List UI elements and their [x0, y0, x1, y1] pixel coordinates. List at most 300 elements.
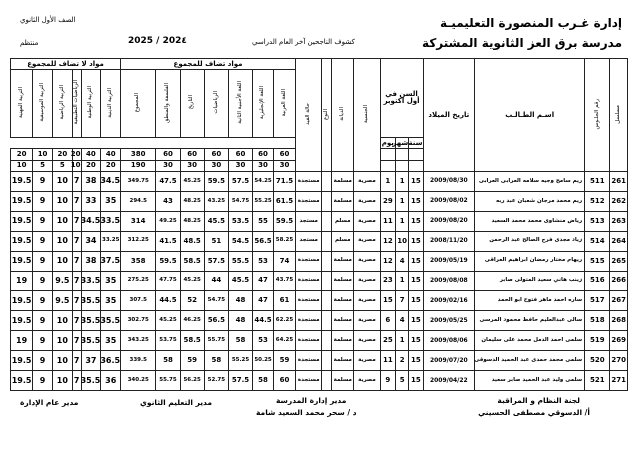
- added-score-cell: 56.5: [253, 231, 274, 251]
- added-score-cell: 294.5: [121, 191, 156, 211]
- added-score-cell: 48: [228, 291, 252, 311]
- age-year-cell: 15: [409, 291, 423, 311]
- gender-cell: [322, 172, 332, 192]
- seat-number-cell: 517: [585, 291, 610, 311]
- min-score-cell: 30: [228, 160, 252, 171]
- religion-cell: مسلمة: [332, 271, 354, 291]
- added-score-cell: 312.25: [121, 231, 156, 251]
- birth-date-cell: 2009/07/20: [423, 351, 475, 371]
- added-subject-label: المجموع: [134, 93, 141, 113]
- not-added-score-cell: 35.5: [81, 291, 101, 311]
- gender-cell: [322, 231, 332, 251]
- gender-cell: [322, 211, 332, 231]
- not-added-score-cell: 35: [101, 291, 121, 311]
- added-score-cell: 61: [274, 291, 296, 311]
- age-day-cell: 25: [380, 331, 395, 351]
- age-month-cell: 1: [396, 172, 409, 192]
- table-row: [11, 371, 628, 391]
- added-score-cell: 41.5: [156, 231, 180, 251]
- max-score-cell: 20: [11, 149, 33, 160]
- added-score-cell: 343.25: [121, 331, 156, 351]
- min-score-cell: 10: [72, 160, 81, 171]
- added-subject-header: [228, 70, 252, 138]
- table-row: [11, 331, 628, 351]
- gender-cell: [322, 251, 332, 271]
- age-month-cell: 10: [396, 231, 409, 251]
- added-score-cell: 54.5: [228, 231, 252, 251]
- religion-cell: مسلمة: [332, 191, 354, 211]
- added-subject-header: [253, 70, 274, 138]
- age-year-cell: 15: [409, 351, 423, 371]
- added-score-cell: 57.5: [228, 172, 252, 192]
- not-added-score-cell: 34.5: [81, 211, 101, 231]
- nationality-cell: مصرية: [354, 191, 380, 211]
- age-day-cell: 12: [380, 251, 395, 271]
- status-cell: مستجدة: [295, 291, 321, 311]
- not-added-score-cell: 35.5: [81, 371, 101, 391]
- age-day-cell: 6: [380, 311, 395, 331]
- min-score-cell: 30: [156, 160, 180, 171]
- status-cell: مستجد: [295, 211, 321, 231]
- table-row: [11, 231, 628, 251]
- age-day-cell: 1: [380, 172, 395, 192]
- max-score-cell: 60: [180, 149, 204, 160]
- added-score-cell: 44: [204, 271, 228, 291]
- added-score-cell: 45.5: [204, 211, 228, 231]
- added-score-cell: 45.25: [180, 271, 204, 291]
- seat-number-cell: 519: [585, 331, 610, 351]
- age-month-cell: 1: [396, 211, 409, 231]
- added-score-cell: 58.25: [274, 231, 296, 251]
- not-added-score-cell: 7: [72, 291, 81, 311]
- gender-cell: [322, 191, 332, 211]
- added-score-cell: 45.5: [228, 271, 252, 291]
- added-score-cell: 340.25: [121, 371, 156, 391]
- not-added-score-cell: 19.5: [11, 191, 33, 211]
- added-score-cell: 56.25: [180, 371, 204, 391]
- gender-cell: [322, 371, 332, 391]
- nationality-cell: مصرية: [354, 172, 380, 192]
- added-score-cell: 58: [228, 331, 252, 351]
- birth-date-cell: 2009/08/02: [423, 191, 475, 211]
- serial-cell: 266: [610, 271, 628, 291]
- not-added-score-cell: 34: [81, 231, 101, 251]
- age-year-cell: 15: [409, 311, 423, 331]
- not-added-score-cell: 9: [33, 211, 53, 231]
- birth-date-cell: 2009/08/06: [423, 331, 475, 351]
- not-added-subject-header: [33, 70, 53, 138]
- added-score-cell: 52.75: [204, 371, 228, 391]
- not-added-score-cell: 35: [101, 331, 121, 351]
- religion-cell: مسلمة: [332, 311, 354, 331]
- added-subject-label: التاريخ: [188, 95, 195, 110]
- not-added-score-cell: 19: [11, 331, 33, 351]
- student-name-cell: سلمى محمد حمدى عبد الحميد الدسوقى: [475, 351, 585, 371]
- not-added-score-cell: 9: [33, 311, 53, 331]
- max-score-cell: 60: [204, 149, 228, 160]
- added-score-cell: 59.5: [204, 172, 228, 192]
- nationality-cell: مصرية: [354, 291, 380, 311]
- age-year-cell: 15: [409, 251, 423, 271]
- not-added-score-cell: 9: [33, 351, 53, 371]
- added-score-cell: 47: [253, 271, 274, 291]
- added-score-cell: 47.5: [156, 172, 180, 192]
- added-score-cell: 314: [121, 211, 156, 231]
- not-added-score-cell: 34.5: [101, 172, 121, 192]
- status-cell: مستجد: [295, 231, 321, 251]
- not-added-subject-header: [52, 70, 72, 138]
- not-added-subject-label: الرياضيات التطبيقية: [72, 80, 79, 125]
- religion-cell: مسلمة: [332, 251, 354, 271]
- added-score-cell: 53.75: [156, 331, 180, 351]
- age-month-cell: 2: [396, 351, 409, 371]
- min-score-cell: 20: [81, 160, 101, 171]
- added-score-cell: 47: [253, 291, 274, 311]
- min-score-cell: 190: [121, 160, 156, 171]
- religion-cell: مسلمة: [332, 331, 354, 351]
- added-score-cell: 53: [253, 251, 274, 271]
- religion-cell: مسلمة: [332, 291, 354, 311]
- added-score-cell: 349.75: [121, 172, 156, 192]
- added-score-cell: 44.5: [253, 311, 274, 331]
- added-score-cell: 62.25: [274, 311, 296, 331]
- not-added-score-cell: 37.5: [101, 251, 121, 271]
- col-seat: رقم الجلـوس: [585, 59, 610, 172]
- added-score-cell: 55.75: [204, 331, 228, 351]
- table-row: [11, 351, 628, 371]
- sheet-title: كشوف الناجحين آخر العام الدراسي: [252, 38, 355, 46]
- not-added-score-cell: 7: [72, 251, 81, 271]
- not-added-score-cell: 9: [33, 271, 53, 291]
- added-subject-header: [180, 70, 204, 138]
- added-score-cell: 58: [204, 351, 228, 371]
- not-added-subject-header: [72, 70, 81, 138]
- not-added-subject-header: [81, 70, 101, 138]
- added-score-cell: 45.25: [156, 311, 180, 331]
- age-day-cell: 9: [380, 371, 395, 391]
- added-score-cell: 71.5: [274, 172, 296, 192]
- table-row: [11, 311, 628, 331]
- not-added-score-cell: 7: [72, 271, 81, 291]
- nationality-cell: مصرية: [354, 231, 380, 251]
- not-added-score-cell: 19.5: [11, 211, 33, 231]
- not-added-score-cell: 10: [52, 191, 72, 211]
- added-score-cell: 50.25: [253, 351, 274, 371]
- added-score-cell: 43: [156, 191, 180, 211]
- added-score-cell: 60: [274, 371, 296, 391]
- status-cell: مستجدة: [295, 172, 321, 192]
- max-score-cell: 380: [121, 149, 156, 160]
- religion-cell: مسلم: [332, 211, 354, 231]
- min-score-cell: 30: [274, 160, 296, 171]
- not-added-subject-label: التربية المهنية: [17, 87, 24, 119]
- not-added-score-cell: 19.5: [11, 231, 33, 251]
- not-added-score-cell: 10: [52, 311, 72, 331]
- student-name-cell: زياد مجدى فرج الصالح عبد الرحمن: [475, 231, 585, 251]
- student-name-cell: سلمى احمد الدمل محمد على سليمان: [475, 331, 585, 351]
- student-name-cell: سالى عبدالعليم حافظ محمود المرسى: [475, 311, 585, 331]
- added-score-cell: 58.5: [180, 331, 204, 351]
- min-score-cell: 5: [33, 160, 53, 171]
- not-added-score-cell: 9: [33, 231, 53, 251]
- max-score-cell: 40: [101, 149, 121, 160]
- seat-number-cell: 511: [585, 172, 610, 192]
- school-name: مدرسة برق العز الثانوية المشتركة: [422, 36, 622, 50]
- added-subject-label: الفلسفة والمنطق: [164, 82, 171, 123]
- added-subject-label: اللغة العربية: [280, 88, 287, 117]
- added-score-cell: 52: [180, 291, 204, 311]
- added-subject-header: [274, 70, 296, 138]
- added-score-cell: 55: [253, 211, 274, 231]
- min-score-cell: 30: [253, 160, 274, 171]
- academic-year: 2025 / 202٤: [128, 36, 187, 46]
- age-year-cell: 15: [409, 172, 423, 192]
- added-score-cell: 59: [274, 351, 296, 371]
- age-month-cell: 4: [396, 311, 409, 331]
- religion-cell: مسلم: [332, 231, 354, 251]
- added-score-cell: 47.75: [156, 271, 180, 291]
- age-day-cell: 15: [380, 291, 395, 311]
- age-day-cell: 11: [380, 351, 395, 371]
- birth-date-cell: 2009/08/20: [423, 211, 475, 231]
- not-added-score-cell: 38: [81, 251, 101, 271]
- gender-cell: [322, 351, 332, 371]
- not-added-score-cell: 33.25: [101, 231, 121, 251]
- age-year-cell: 15: [409, 211, 423, 231]
- not-added-score-cell: 19.5: [11, 251, 33, 271]
- serial-cell: 268: [610, 311, 628, 331]
- not-added-score-cell: 36.5: [101, 351, 121, 371]
- nationality-cell: مصرية: [354, 271, 380, 291]
- status-cell: مستجدة: [295, 311, 321, 331]
- not-added-subject-label: التربية الموسيقية: [38, 83, 45, 122]
- not-added-score-cell: 19.5: [11, 351, 33, 371]
- max-score-cell: 60: [274, 149, 296, 160]
- added-score-cell: 48: [228, 311, 252, 331]
- added-score-cell: 55.75: [156, 371, 180, 391]
- results-table: [10, 58, 628, 391]
- added-score-cell: 46.25: [180, 311, 204, 331]
- min-score-cell: 30: [180, 160, 204, 171]
- not-added-score-cell: 10: [52, 351, 72, 371]
- added-subject-label: اللغة الإنجليزية: [259, 86, 266, 120]
- col-dob: تاريخ الميلاد: [423, 59, 475, 172]
- not-added-score-cell: 7: [72, 231, 81, 251]
- secondary-director-title: مدير التعليم الثانوي: [140, 398, 213, 407]
- added-subject-header: [204, 70, 228, 138]
- added-score-cell: 302.75: [121, 311, 156, 331]
- table-row: [11, 271, 628, 291]
- religion-cell: مسلمة: [332, 351, 354, 371]
- added-score-cell: 339.5: [121, 351, 156, 371]
- age-month-cell: 1: [396, 191, 409, 211]
- not-added-score-cell: 7: [72, 331, 81, 351]
- not-added-score-cell: 10: [52, 211, 72, 231]
- nationality-cell: مصرية: [354, 371, 380, 391]
- gender-cell: [322, 271, 332, 291]
- not-added-score-cell: 36: [101, 371, 121, 391]
- birth-date-cell: 2009/05/25: [423, 311, 475, 331]
- serial-cell: 262: [610, 191, 628, 211]
- status-cell: مستجدة: [295, 351, 321, 371]
- nationality-cell: مصرية: [354, 351, 380, 371]
- added-subject-label: اللغة الأجنبية الثانية: [236, 81, 243, 125]
- not-added-score-cell: 7: [72, 191, 81, 211]
- not-added-score-cell: 7: [72, 172, 81, 192]
- added-score-cell: 43.25: [204, 191, 228, 211]
- added-score-cell: 59: [180, 351, 204, 371]
- min-score-cell: 10: [11, 160, 33, 171]
- committee-title: لجنة النظام و المراقبة: [497, 396, 580, 405]
- directorate-name: إدارة غـرب المنصورة التعليميـة: [439, 16, 622, 30]
- birth-date-cell: 2009/05/19: [423, 251, 475, 271]
- birth-date-cell: 2009/08/08: [423, 271, 475, 291]
- seat-number-cell: 521: [585, 371, 610, 391]
- age-year-cell: 15: [409, 231, 423, 251]
- status-cell: مستجدة: [295, 251, 321, 271]
- col-serial: مسلسل: [610, 59, 628, 172]
- added-score-cell: 53: [253, 331, 274, 351]
- age-month-cell: 1: [396, 271, 409, 291]
- added-score-cell: 358: [121, 251, 156, 271]
- added-score-cell: 55.5: [228, 251, 252, 271]
- added-score-cell: 54.75: [228, 191, 252, 211]
- status-cell: مستجدة: [295, 371, 321, 391]
- birth-date-cell: 2009/08/30: [423, 172, 475, 192]
- enrollment-type: منتظم: [20, 39, 39, 47]
- not-added-subject-header: [11, 70, 33, 138]
- table-row: [11, 211, 628, 231]
- serial-cell: 267: [610, 291, 628, 311]
- not-added-score-cell: 9: [33, 371, 53, 391]
- age-year-header: سنة: [409, 137, 423, 148]
- grade-label: الصف الأول الثانوي: [20, 16, 76, 24]
- student-name-cell: سلمى وليد عبد الحميد صابر سعيد: [475, 371, 585, 391]
- not-added-score-cell: 7: [72, 351, 81, 371]
- not-added-score-cell: 7: [72, 311, 81, 331]
- age-day-cell: 29: [380, 191, 395, 211]
- religion-cell: مسلمة: [332, 172, 354, 192]
- added-score-cell: 56.5: [204, 311, 228, 331]
- age-month-cell: 4: [396, 251, 409, 271]
- min-score-cell: 30: [204, 160, 228, 171]
- added-score-cell: 58: [253, 371, 274, 391]
- not-added-score-cell: 38: [81, 172, 101, 192]
- max-score-cell: 60: [253, 149, 274, 160]
- school-director-title: مدير إدارة المدرسة: [276, 396, 347, 405]
- not-added-score-cell: 9: [33, 172, 53, 192]
- serial-cell: 265: [610, 251, 628, 271]
- not-added-score-cell: 7: [72, 211, 81, 231]
- added-score-cell: 57.5: [204, 251, 228, 271]
- not-added-score-cell: 9: [33, 191, 53, 211]
- max-score-cell: 20: [52, 149, 72, 160]
- not-added-score-cell: 10: [52, 371, 72, 391]
- religion-cell: مسلمة: [332, 371, 354, 391]
- serial-cell: 271: [610, 371, 628, 391]
- not-added-score-cell: 19.5: [11, 371, 33, 391]
- not-added-score-cell: 33: [81, 191, 101, 211]
- col-religion: الديانة: [332, 59, 354, 172]
- max-score-cell: 60: [228, 149, 252, 160]
- student-name-cell: زينب هاني سعيد المتولى صابر: [475, 271, 585, 291]
- added-score-cell: 307.5: [121, 291, 156, 311]
- nationality-cell: مصرية: [354, 251, 380, 271]
- not-added-score-cell: 9: [33, 291, 53, 311]
- col-name: اسـم الطـالـب: [475, 59, 585, 172]
- table-row: [11, 251, 628, 271]
- birth-date-cell: 2009/04/22: [423, 371, 475, 391]
- gender-cell: [322, 311, 332, 331]
- serial-cell: 270: [610, 351, 628, 371]
- added-score-cell: 55.25: [253, 191, 274, 211]
- max-score-cell: 20: [72, 149, 81, 160]
- not-added-score-cell: 9.5: [52, 291, 72, 311]
- serial-cell: 269: [610, 331, 628, 351]
- added-subjects-header: مواد تضاف للمجموع: [121, 59, 296, 70]
- added-score-cell: 49.25: [156, 211, 180, 231]
- not-added-score-cell: 9: [33, 331, 53, 351]
- seat-number-cell: 516: [585, 271, 610, 291]
- col-status: حالة القيد: [295, 59, 321, 172]
- committee-person: أ/ الدسوقي مصطفى الحسيني: [478, 408, 590, 417]
- student-name-cell: ساره احمد ماهر فتوح ابو الحمد: [475, 291, 585, 311]
- age-year-cell: 15: [409, 371, 423, 391]
- not-added-score-cell: 33.5: [81, 271, 101, 291]
- min-score-cell: 5: [52, 160, 72, 171]
- age-year-cell: 15: [409, 191, 423, 211]
- gender-cell: [322, 291, 332, 311]
- seat-number-cell: 512: [585, 191, 610, 211]
- added-subject-label: الرياضيات: [212, 91, 219, 114]
- table-row: [11, 291, 628, 311]
- added-score-cell: 44.5: [156, 291, 180, 311]
- not-added-subject-label: التربية الوطنية: [87, 86, 94, 119]
- added-score-cell: 54.25: [253, 172, 274, 192]
- added-score-cell: 59.5: [156, 251, 180, 271]
- table-row: [11, 191, 628, 211]
- seat-number-cell: 518: [585, 311, 610, 331]
- added-score-cell: 45.25: [180, 172, 204, 192]
- not-added-score-cell: 19.5: [11, 311, 33, 331]
- added-subject-header: [121, 70, 156, 138]
- col-age: السن في أول اكتوبر: [380, 59, 423, 138]
- serial-cell: 261: [610, 172, 628, 192]
- seat-number-cell: 513: [585, 211, 610, 231]
- serial-cell: 264: [610, 231, 628, 251]
- student-name-cell: رياض منشاوى محمد محمد السعيد: [475, 211, 585, 231]
- table-row: [11, 172, 628, 192]
- added-score-cell: 74: [274, 251, 296, 271]
- not-added-score-cell: 35.5: [81, 311, 101, 331]
- added-score-cell: 48.25: [180, 211, 204, 231]
- added-score-cell: 51: [204, 231, 228, 251]
- school-director-person: د / سحر محمد السعيد شامة: [256, 408, 357, 417]
- added-score-cell: 57.5: [228, 371, 252, 391]
- min-score-cell: 20: [101, 160, 121, 171]
- added-score-cell: 61.5: [274, 191, 296, 211]
- not-added-subject-label: التربية الدينية: [106, 87, 113, 118]
- added-subject-header: [156, 70, 180, 138]
- added-score-cell: 54.75: [204, 291, 228, 311]
- not-added-score-cell: 35: [101, 271, 121, 291]
- added-score-cell: 48.5: [180, 231, 204, 251]
- nationality-cell: مصرية: [354, 211, 380, 231]
- not-added-score-cell: 10: [52, 172, 72, 192]
- age-year-cell: 15: [409, 331, 423, 351]
- not-added-score-cell: 9.5: [52, 271, 72, 291]
- added-score-cell: 59.5: [274, 211, 296, 231]
